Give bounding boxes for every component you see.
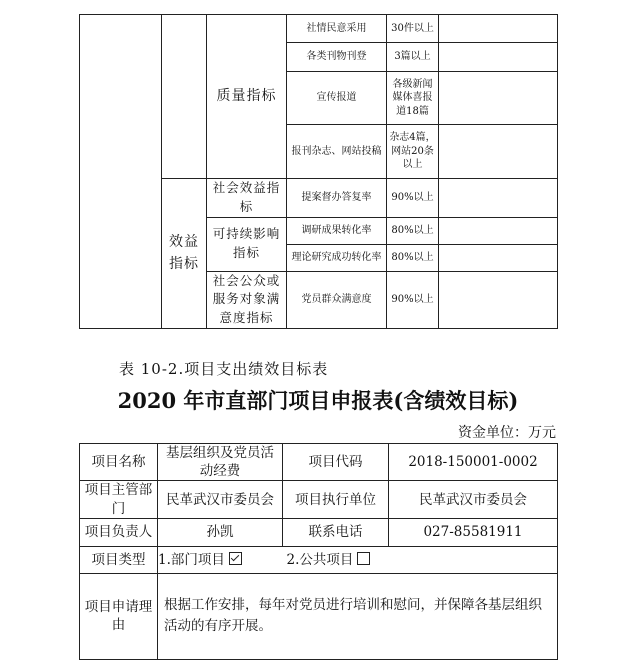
phone-value: 027-85581911 [389, 518, 558, 546]
project-code-label: 项目代码 [283, 444, 389, 481]
blank-cell [162, 15, 207, 179]
type-option-dept-label: 1.部门项目 [158, 551, 225, 568]
exec-unit-label: 项目执行单位 [283, 481, 389, 518]
page-title: 2020 年市直部门项目申报表(含绩效目标) [117, 388, 519, 413]
blank-cell [439, 179, 558, 218]
project-code-value: 2018-150001-0002 [389, 444, 558, 481]
type-option-dept[interactable] [158, 552, 246, 568]
reason-label: 项目申请理由 [80, 573, 158, 659]
value-cell: 3篇以上 [387, 43, 439, 72]
metric-cell: 提案督办答复率 [287, 179, 387, 218]
unchecked-checkbox-icon[interactable] [357, 552, 370, 565]
metric-cell: 各类刊物刊登 [287, 43, 387, 72]
quality-indicator-label: 质量指标 [207, 15, 287, 179]
blank-cell [439, 72, 558, 125]
value-cell: 杂志4篇，网站20条以上 [387, 125, 439, 179]
metric-cell: 理论研究成功转化率 [287, 244, 387, 271]
metric-cell: 党员群众满意度 [287, 271, 387, 328]
table-caption: 表 10-2.项目支出绩效目标表 [119, 360, 329, 378]
type-label: 项目类型 [80, 546, 158, 573]
social-benefit-label: 社会效益指标 [207, 179, 287, 218]
owner-value: 孙凯 [158, 518, 283, 546]
metric-cell: 调研成果转化率 [287, 217, 387, 244]
benefit-indicator-label: 效益指标 [162, 179, 207, 329]
metric-cell: 社情民意采用 [287, 15, 387, 43]
owner-label: 项目负责人 [80, 518, 158, 546]
dept-value: 民革武汉市委员会 [158, 481, 283, 518]
value-cell: 90%以上 [387, 179, 439, 218]
satisfaction-label: 社会公众或服务对象满意度指标 [207, 271, 287, 328]
blank-cell [439, 217, 558, 244]
type-option-public[interactable] [286, 552, 370, 568]
project-type-options [158, 546, 558, 573]
phone-label: 联系电话 [283, 518, 389, 546]
project-name-value: 基层组织及党员活动经费 [158, 444, 283, 481]
performance-indicator-table [79, 14, 558, 329]
metric-cell: 宣传报道 [287, 72, 387, 125]
sustainable-impact-label: 可持续影响指标 [207, 217, 287, 271]
blank-cell [439, 271, 558, 328]
metric-cell: 报刊杂志、网站投稿 [287, 125, 387, 179]
project-name-label: 项目名称 [80, 444, 158, 481]
blank-cell [439, 244, 558, 271]
value-cell: 90%以上 [387, 271, 439, 328]
project-application-form [79, 443, 558, 660]
checked-checkbox-icon[interactable] [229, 552, 242, 565]
exec-unit-value: 民革武汉市委员会 [389, 481, 558, 518]
blank-cell [439, 43, 558, 72]
value-cell: 各级新闻媒体喜报道18篇 [387, 72, 439, 125]
type-option-public-label: 2.公共项目 [286, 551, 354, 568]
dept-label: 项目主管部门 [80, 481, 158, 518]
blank-cell [439, 15, 558, 43]
value-cell: 30件以上 [387, 15, 439, 43]
blank-cell [80, 15, 162, 329]
value-cell: 80%以上 [387, 244, 439, 271]
fund-unit-label: 资金单位：万元 [458, 425, 556, 441]
value-cell: 80%以上 [387, 217, 439, 244]
blank-cell [439, 125, 558, 179]
reason-value: 根据工作安排，每年对党员进行培训和慰问，并保障各基层组织活动的有序开展。 [158, 573, 558, 659]
